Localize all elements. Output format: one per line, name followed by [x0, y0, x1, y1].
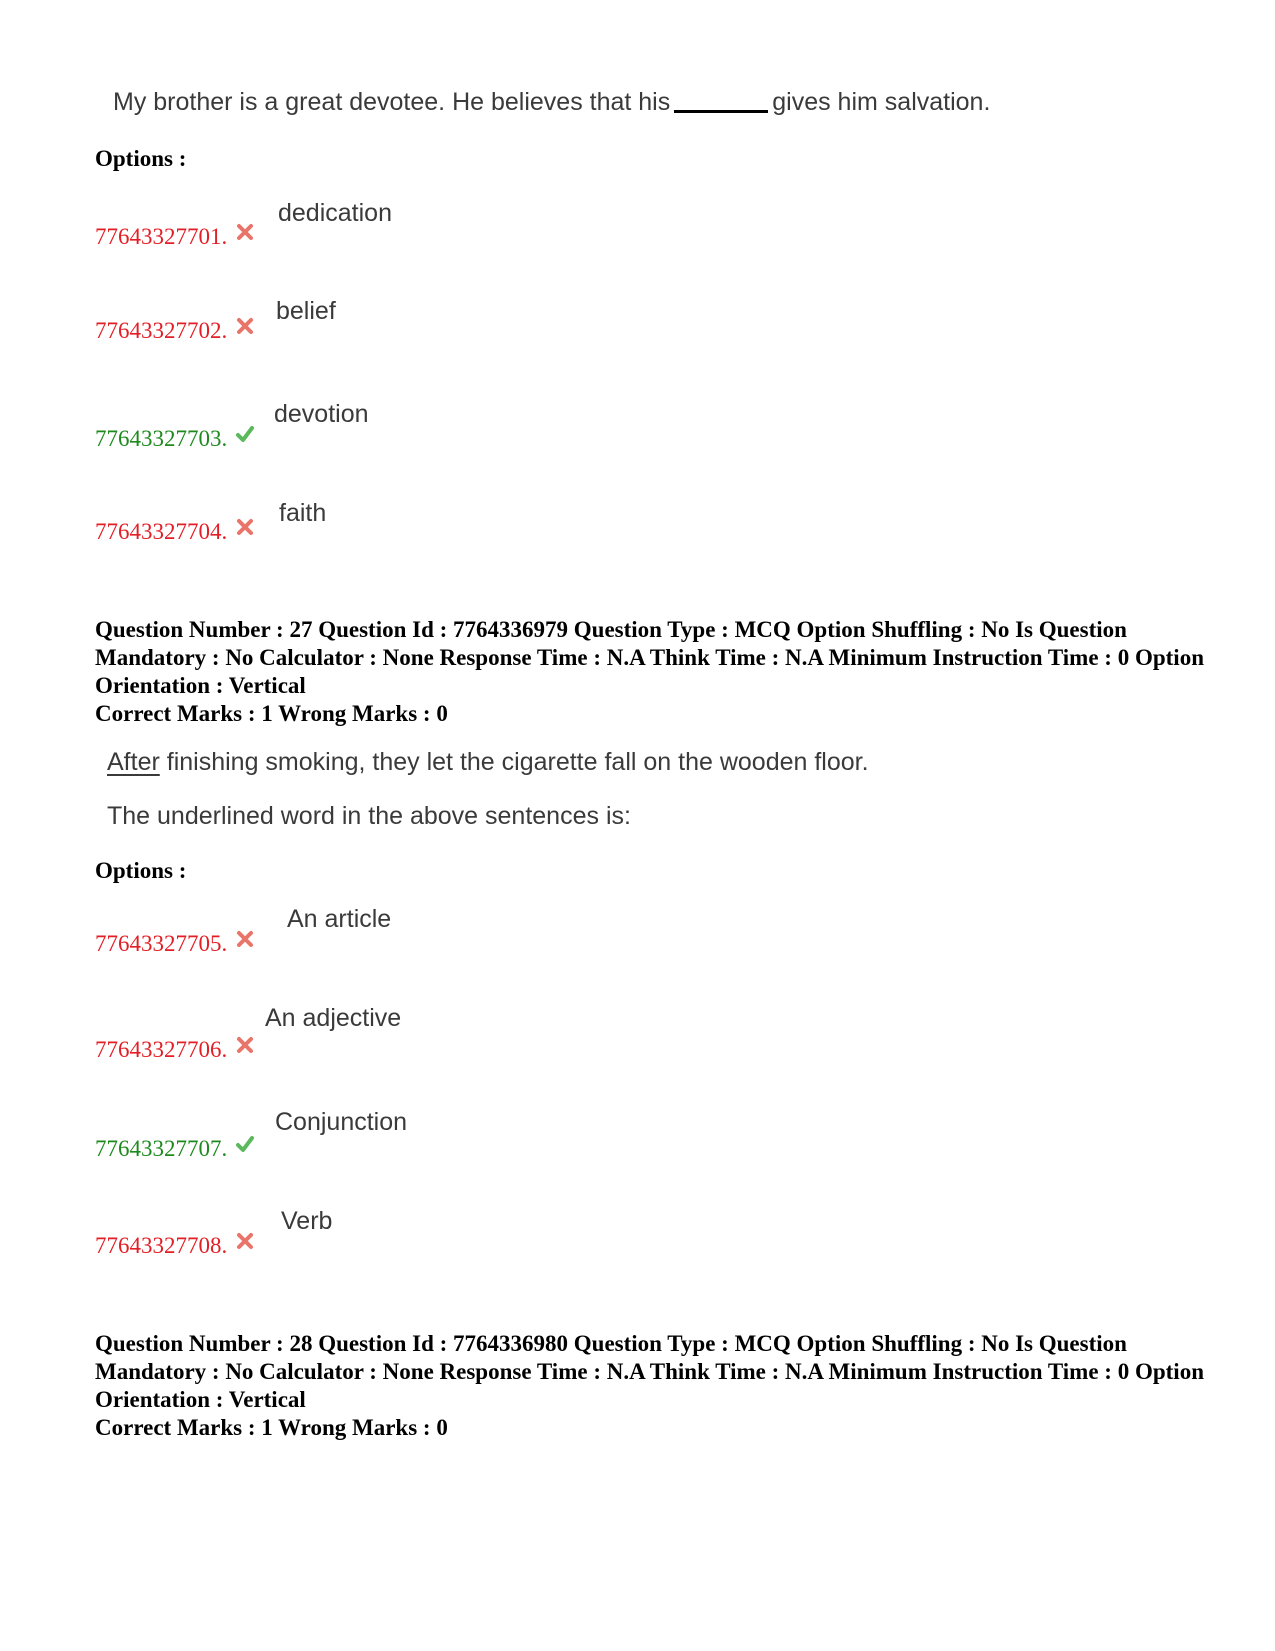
option-id: 77643327706.: [95, 1035, 255, 1063]
marks-info: Correct Marks : 1 Wrong Marks : 0: [95, 1415, 448, 1440]
marks-info: Correct Marks : 1 Wrong Marks : 0: [95, 701, 448, 726]
underlined-word: After: [107, 748, 160, 776]
question-meta: Question Number : 28 Question Id : 7764336980 Question Type : MCQ Option Shuffling : No Is Question Mandatory : No Calculator : None Response Time : N.A Think Time : N.A Minimum Instruction Time : 0 Option Orientation : Vertical: [95, 1331, 1204, 1412]
option-text: devotion: [274, 400, 369, 428]
option-id: 77643327701.: [95, 222, 255, 250]
cross-icon: [235, 1231, 255, 1251]
options-label: Options :: [95, 146, 187, 171]
option-id: 77643327708.: [95, 1231, 255, 1259]
option-id: 77643327707.: [95, 1134, 255, 1162]
question-prompt: The underlined word in the above sentences is:: [107, 802, 631, 830]
answer-blank: [674, 110, 768, 113]
option-text: belief: [276, 297, 336, 325]
option-text: An adjective: [265, 1004, 402, 1032]
question-sentence: After finishing smoking, they let the cigarette fall on the wooden floor.: [107, 748, 869, 776]
cross-icon: [235, 929, 255, 949]
options-label: Options :: [95, 858, 187, 883]
question-meta: Question Number : 27 Question Id : 7764336979 Question Type : MCQ Option Shuffling : No Is Question Mandatory : No Calculator : None Response Time : N.A Think Time : N.A Minimum Instruction Time : 0 Option Orientation : Vertical: [95, 617, 1204, 698]
cross-icon: [235, 316, 255, 336]
check-icon: [235, 1134, 255, 1154]
cross-icon: [235, 517, 255, 537]
option-id: 77643327705.: [95, 929, 255, 957]
option-id: 77643327703.: [95, 424, 255, 452]
option-id: 77643327702.: [95, 316, 255, 344]
cross-icon: [235, 222, 255, 242]
option-text: An article: [287, 905, 392, 933]
check-icon: [235, 424, 255, 444]
option-text: Conjunction: [275, 1108, 408, 1136]
cross-icon: [235, 1035, 255, 1055]
option-text: Verb: [281, 1207, 333, 1235]
option-text: dedication: [278, 199, 392, 227]
question-text: My brother is a great devotee. He believes that his gives him salvation.: [113, 88, 991, 116]
option-id: 77643327704.: [95, 517, 255, 545]
option-text: faith: [279, 499, 327, 527]
